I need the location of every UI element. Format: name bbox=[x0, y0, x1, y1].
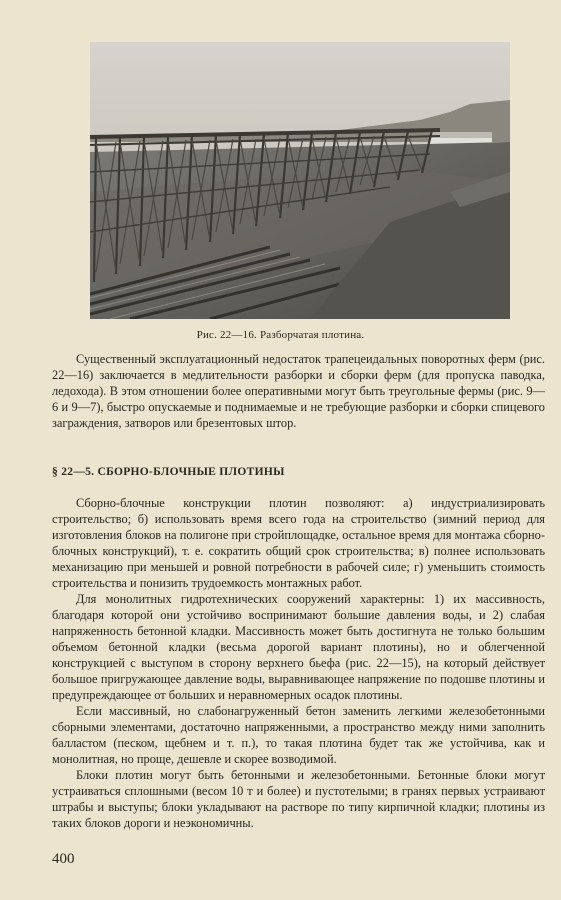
dam-photograph bbox=[90, 42, 510, 319]
page-number: 400 bbox=[52, 851, 75, 867]
paragraph: Для монолитных гидротехнических сооружений характерны: 1) их массивность, благодаря которой они устойчиво воспринимают большие давления воды, и 2) слабая напряженность бетонной кладки. Массивность может быть достигнута не только большим объемом бетонной кладки (весьма дорогой вариант плотины), но и облегченной конструкцией с выступом в сторону верхнего бьефа (рис. 22—15), на который действует большое пригружающее давление воды, выравнивающее напряжение по подошве плотины и предупреждающее от больших и неравномерных осадок плотины. bbox=[52, 592, 545, 702]
paragraph: Сборно-блочные конструкции плотин позволяют: а) индустриализировать строительство; б) использовать время всего года на строительство (зимний период для изготовления блоков на полигоне при стройплощадке, остальное время для монтажа сборно-блочных конструкций), т. е. сократить общий срок строительства; в) полнее использовать механизацию при меньшей и ровной потребности в рабочей силе; г) уменьшить стоимость строительства и понизить трудоемкость монтажных работ. bbox=[52, 496, 545, 590]
body-text-section2 bbox=[52, 495, 545, 831]
paragraph: Блоки плотин могут быть бетонными и железобетонными. Бетонные блоки могут устраиваться сплошными (весом 10 т и более) и пустотелыми; в гранях первых устраивают штрабы и выступы; блоки укладывают на растворе по типу кирпичной кладки; плотины из таких блоков дороги и неэкономичны. bbox=[52, 768, 545, 830]
paragraph: Если массивный, но слабонагруженный бетон заменить легкими железобетонными сборными элементами, достаточно напряженными, а пространство между ними заполнить балластом (песком, щебнем и т. п.), то такая плотина будет так же устойчива, как и монолитная, но проще, дешевле и скорее возводимой. bbox=[52, 704, 545, 766]
figure-caption: Рис. 22—16. Разборчатая плотина. bbox=[196, 329, 365, 341]
dam-photo-illustration bbox=[90, 42, 510, 319]
section-heading: § 22—5. СБОРНО-БЛОЧНЫЕ ПЛОТИНЫ bbox=[52, 466, 285, 478]
paragraph: Существенный эксплуатационный недостаток трапецеидальных поворотных ферм (рис. 22—16) заключается в медлительности разборки и сборки ферм (для пропуска паводка, ледохода). В этом отношении более оперативными могут быть треугольные фермы (рис. 9—6 и 9—7), быстро опускаемые и поднимаемые и не требующие разборки и сборки спицевого заграждения, затворов или брезентовых штор. bbox=[52, 352, 545, 430]
body-text-section1 bbox=[52, 351, 545, 431]
